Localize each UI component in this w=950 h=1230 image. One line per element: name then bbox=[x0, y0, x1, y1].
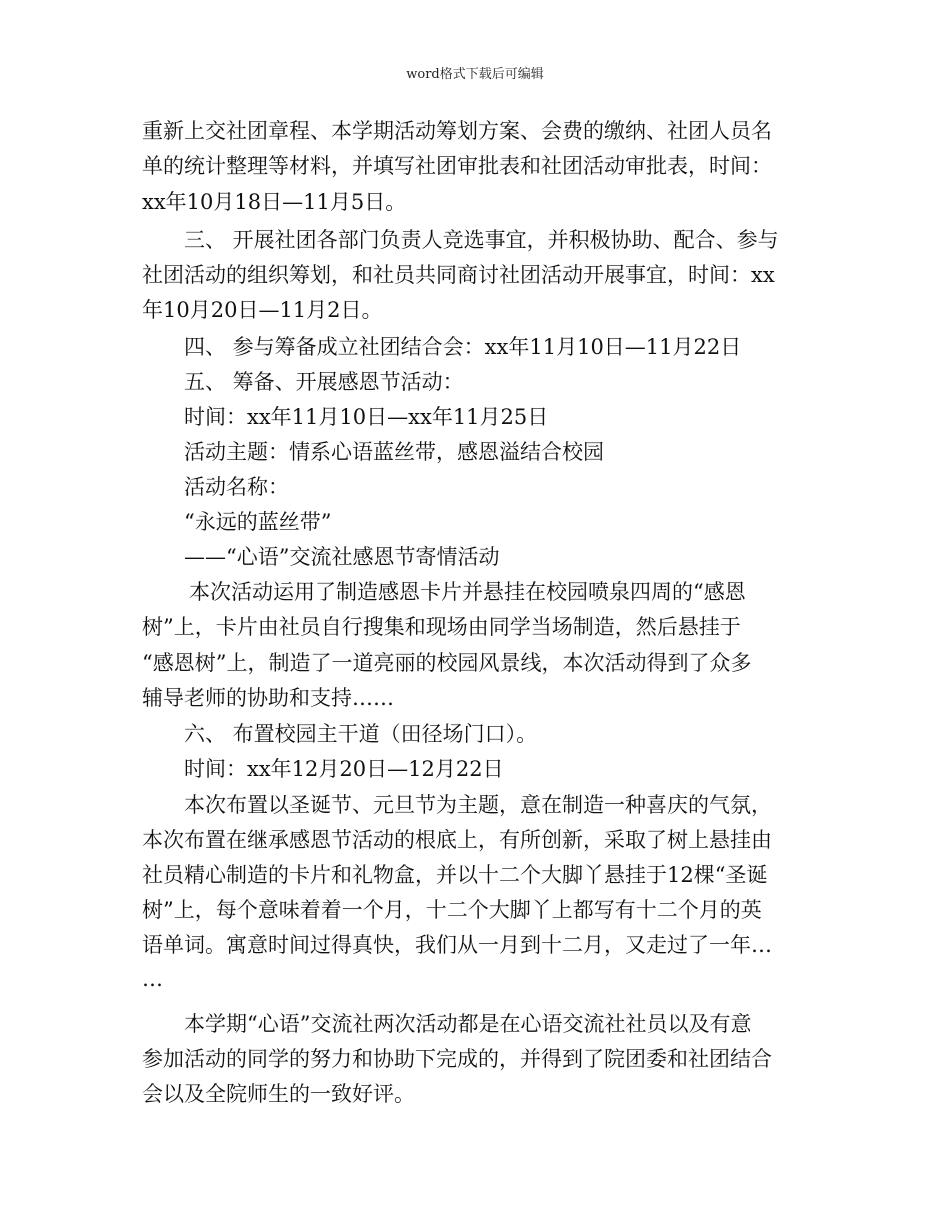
paragraph-line: … bbox=[142, 967, 163, 991]
paragraph-line: 本学期“心语”交流社两次活动都是在心语交流社社员以及有意 bbox=[184, 1012, 752, 1036]
paragraph-line: 本次布置以圣诞节、元旦节为主题，意在制造一种喜庆的气氛， bbox=[184, 793, 772, 817]
paragraph-line: 本次活动运用了制造感恩卡片并悬挂在校园喷泉四周的“感恩 bbox=[189, 580, 746, 604]
paragraph-line: 辅导老师的协助和支持…… bbox=[142, 686, 394, 710]
paragraph-line: 本次布置在继承感恩节活动的根底上，有所创新，采取了树上悬挂由 bbox=[142, 828, 772, 852]
paragraph-line: xx年10月18日—11月5日。 bbox=[142, 190, 407, 214]
paragraph-line: 时间：xx年12月20日—12月22日 bbox=[184, 757, 504, 781]
paragraph-line: 社团活动的组织筹划，和社员共同商讨社团活动开展事宜，时间：xx bbox=[142, 263, 775, 287]
paragraph-line: “永远的蓝丝带” bbox=[184, 510, 332, 534]
paragraph-line: 三、 开展社团各部门负责人竞选事宜，并积极协助、配合、参与 bbox=[184, 228, 779, 252]
paragraph-line: 活动主题：情系心语蓝丝带，感恩溢结合校园 bbox=[184, 440, 604, 464]
paragraph-line: 时间：xx年11月10日—xx年11月25日 bbox=[184, 405, 549, 429]
paragraph-line: 会以及全院师生的一致好评。 bbox=[142, 1082, 415, 1106]
paragraph-line: ——“心语”交流社感恩节寄情活动 bbox=[184, 545, 500, 569]
paragraph-line: “感恩树”上，制造了一道亮丽的校园风景线，本次活动得到了众多 bbox=[142, 651, 752, 675]
paragraph-line: 年10月20日—11月2日。 bbox=[142, 298, 383, 322]
paragraph-line: 重新上交社团章程、本学期活动筹划方案、会费的缴纳、社团人员名 bbox=[142, 119, 772, 143]
paragraph-line: 活动名称： bbox=[184, 475, 289, 499]
paragraph-line: 树”上，每个意味着着一个月，十二个大脚丫上都写有十二个月的英 bbox=[142, 898, 762, 922]
paragraph-line: 社员精心制造的卡片和礼物盒，并以十二个大脚丫悬挂于12棵“圣诞 bbox=[142, 863, 768, 887]
paragraph-line: 六、 布置校园主干道（田径场门口）。 bbox=[184, 722, 538, 746]
paragraph-line: 参加活动的同学的努力和协助下完成的，并得到了院团委和社团结合 bbox=[142, 1047, 772, 1071]
paragraph-line: 四、 参与筹备成立社团结合会：xx年11月10日—11月22日 bbox=[184, 335, 742, 359]
paragraph-line: 语单词。寓意时间过得真快，我们从一月到十二月，又走过了一年… bbox=[142, 933, 772, 957]
paragraph-line: 单的统计整理等材料，并填写社团审批表和社团活动审批表，时间： bbox=[142, 154, 772, 178]
paragraph-line: 五、 筹备、开展感恩节活动： bbox=[184, 370, 464, 394]
paragraph-line: 树”上，卡片由社员自行搜集和现场由同学当场制造，然后悬挂于 bbox=[142, 615, 741, 639]
page-header: word格式下载后可编辑 bbox=[406, 67, 544, 82]
